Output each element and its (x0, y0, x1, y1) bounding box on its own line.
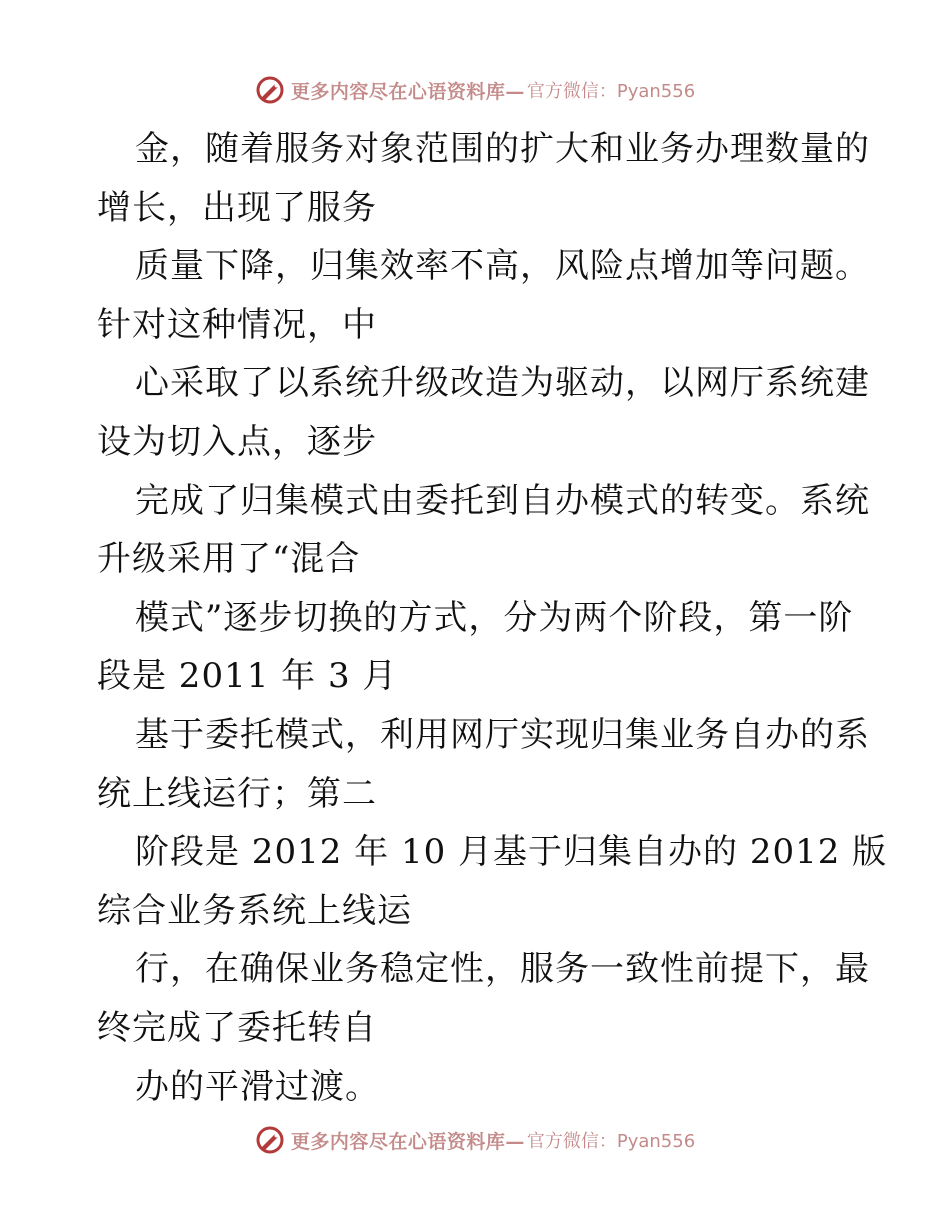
body-line: 完成了归集模式由委托到自办模式的转变。系统 (135, 480, 870, 521)
body-line: 设为切入点，逐步 (97, 421, 377, 462)
body-line: 模式”逐步切换的方式，分为两个阶段，第一阶 (135, 597, 854, 638)
header-banner-suffix: 官方微信：Pyan556 (526, 81, 696, 102)
body-line: 针对这种情况，中 (97, 304, 377, 345)
body-line: 统上线运行；第二 (97, 773, 377, 814)
body-line: 金，随着服务对象范围的扩大和业务办理数量的 (135, 129, 870, 169)
header-banner-text: 更多内容尽在心语资料库— (290, 80, 525, 103)
footer-banner-text: 更多内容尽在心语资料库— (290, 1130, 525, 1153)
body-line: 综合业务系统上线运 (97, 890, 412, 931)
body-line: 段是 2011 年 3 月 (97, 656, 398, 697)
body-line: 增长，出现了服务 (97, 187, 377, 228)
header-watermark-banner (0, 70, 950, 110)
pen-logo-icon (255, 1125, 285, 1155)
document-body (97, 120, 888, 1116)
body-line: 终完成了委托转自 (97, 1007, 377, 1048)
pen-logo-icon (255, 75, 285, 105)
body-line: 行，在确保业务稳定性，服务一致性前提下，最 (135, 949, 870, 990)
body-line: 基于委托模式，利用网厅实现归集业务自办的系 (135, 714, 870, 755)
footer-watermark-banner (0, 1120, 950, 1160)
body-line: 阶段是 2012 年 10 月基于归集自办的 2012 版 (135, 832, 888, 873)
body-line: 升级采用了“混合 (97, 539, 361, 580)
body-line: 办的平滑过渡。 (135, 1066, 380, 1107)
body-line: 心采取了以系统升级改造为驱动，以网厅系统建 (135, 363, 870, 404)
footer-banner-suffix: 官方微信：Pyan556 (526, 1131, 696, 1152)
body-line: 质量下降，归集效率不高，风险点增加等问题。 (135, 246, 870, 287)
